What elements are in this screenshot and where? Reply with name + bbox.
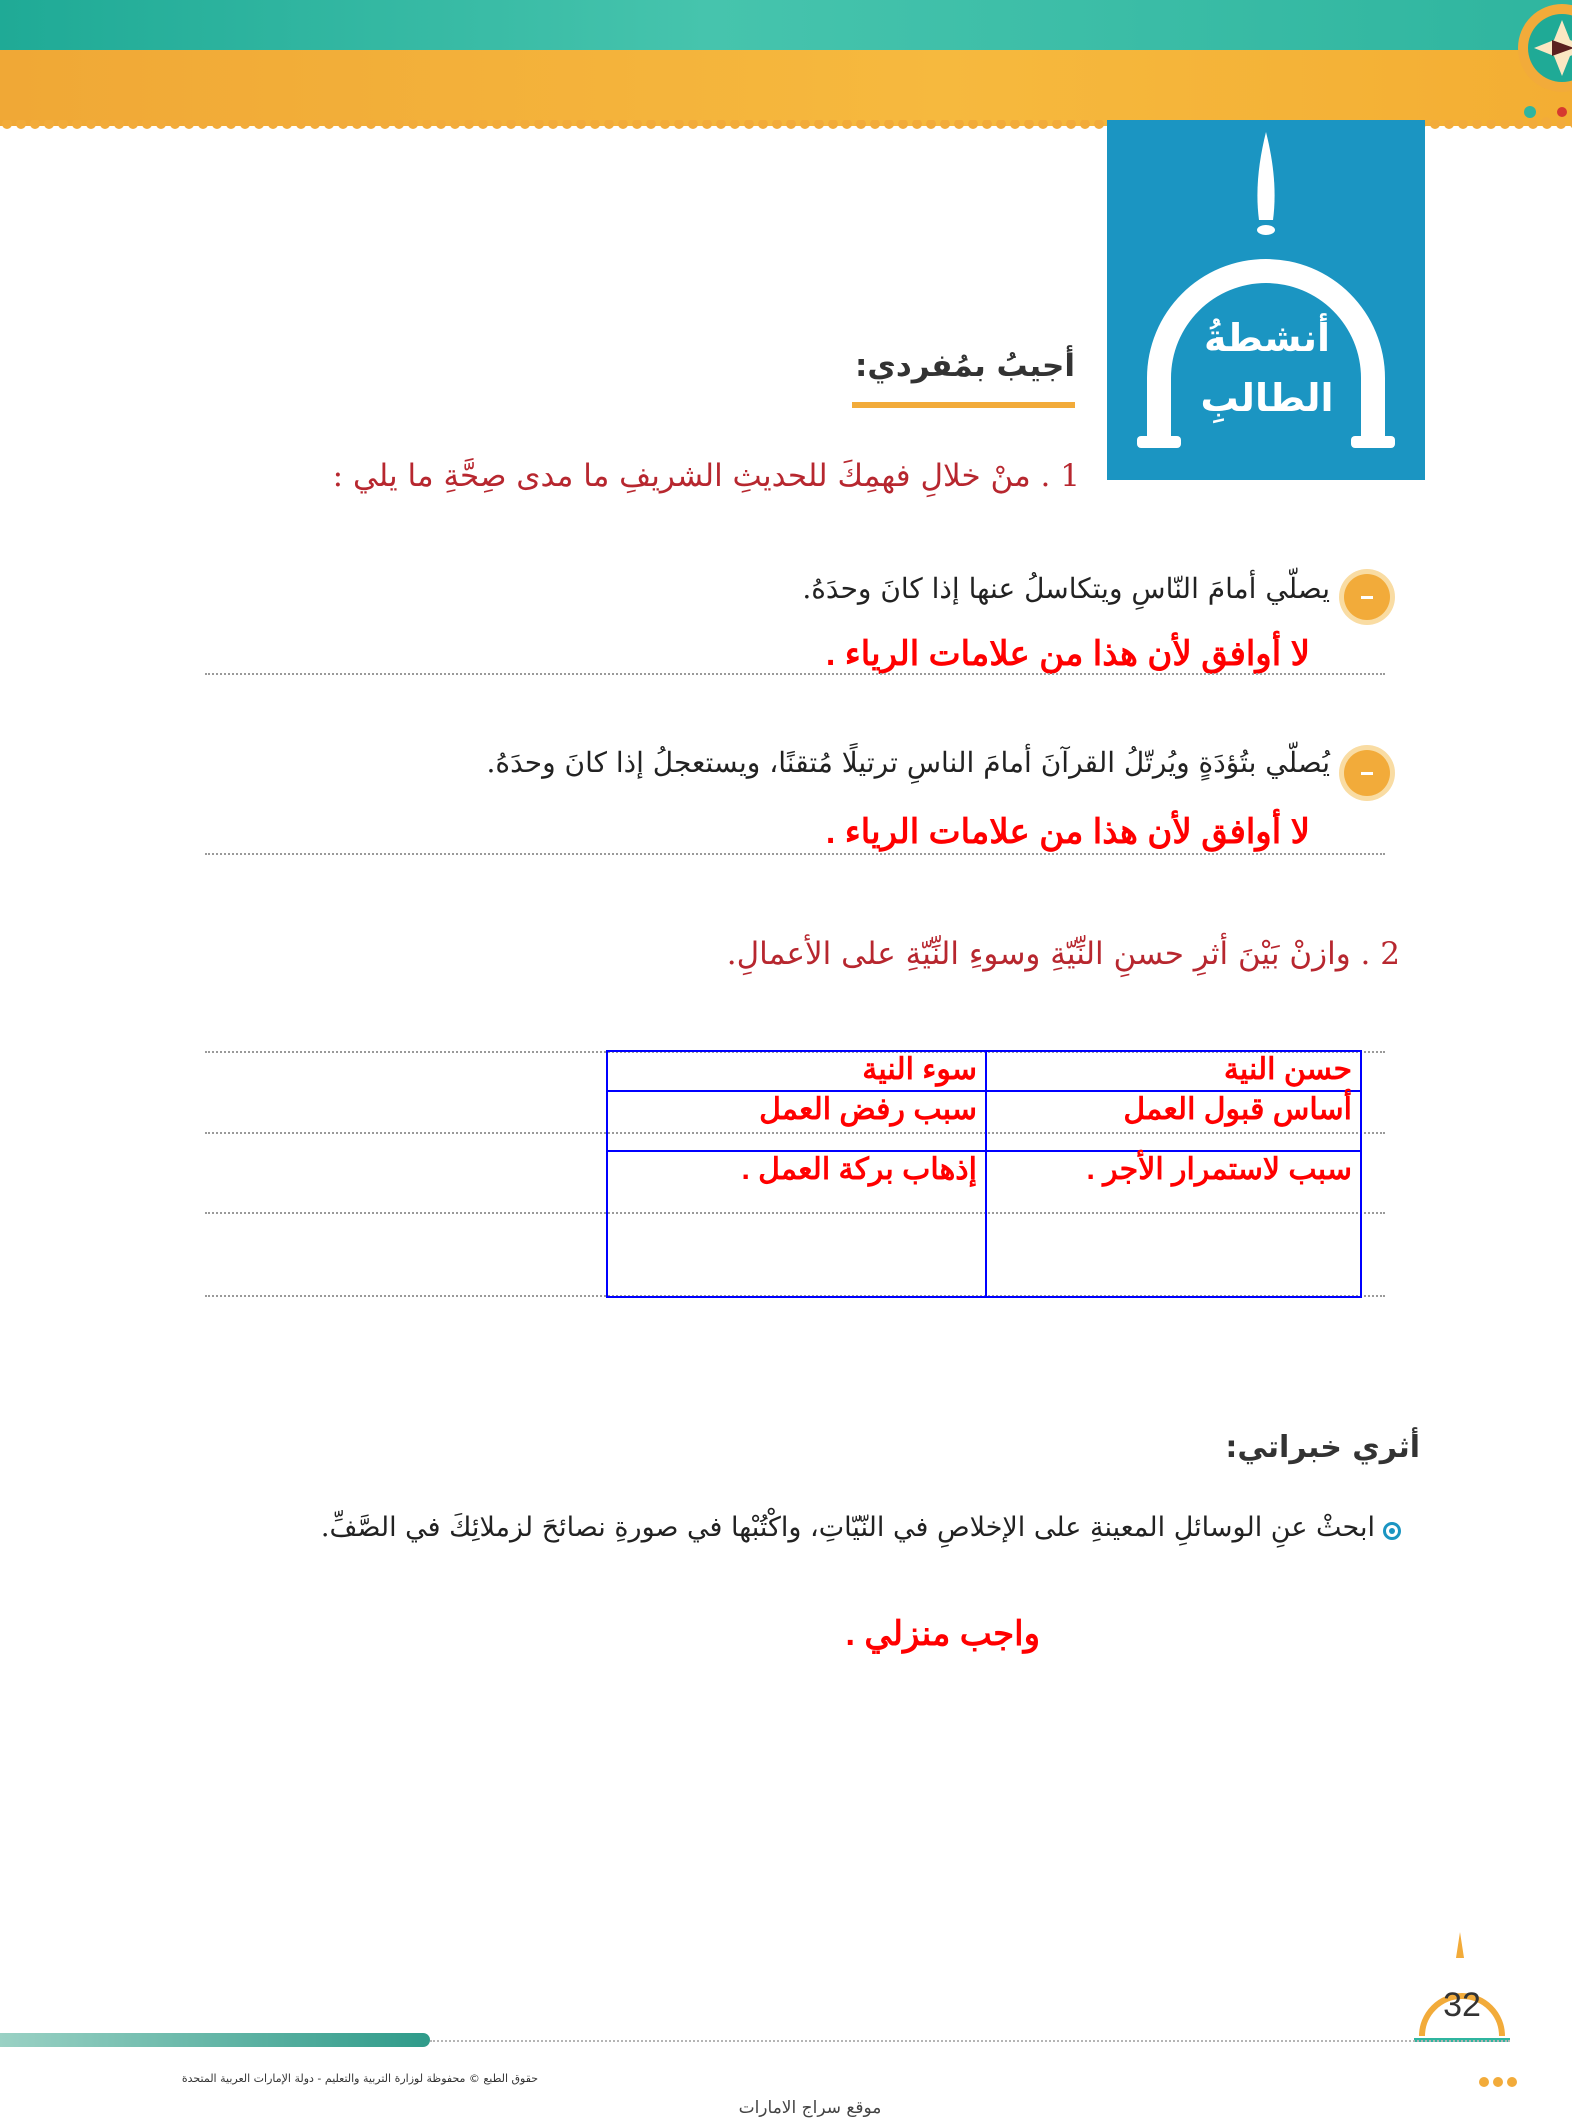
badge-title-line2: الطالبِ [1200, 376, 1334, 420]
section-heading-individual: أجيبُ بمُفردي: [855, 348, 1075, 384]
badge-title-line1: أنشطةُ [1203, 316, 1331, 360]
answer-line [205, 853, 1385, 855]
intention-comparison-table [606, 1050, 1362, 1298]
target-bullet-icon [1383, 1522, 1401, 1540]
student-activities-badge [1107, 120, 1425, 480]
table-row [607, 1151, 1361, 1297]
table-cell: إذهاب بركة العمل . [607, 1151, 986, 1297]
header-orange-band [0, 50, 1572, 126]
site-name: موقع سراج الامارات [738, 2098, 882, 2118]
geometric-ornament-icon [1490, 0, 1572, 140]
table-cell: سبب لاستمرار الأجر . [986, 1151, 1361, 1297]
table-header-good-intention: حسن النية [986, 1051, 1361, 1091]
question-2: 2 . وازنْ بَيْنَ أثرِ حسنِ النِّيّةِ وسوءِ النِّيّةِ على الأعمالِ. [726, 936, 1400, 972]
enrich-instruction: ابحثْ عنِ الوسائلِ المعينةِ على الإخلاصِ في النّيّاتِ، واكْتُبْها في صورةِ نصائحَ لزملائِكَ في الصَّفِّ. [320, 1512, 1375, 1543]
heading-underline [852, 402, 1075, 408]
statement-2: يُصلّي بتُؤدَةٍ ويُرتّلُ القرآنَ أمامَ الناسِ ترتيلًا مُتقنًا، ويستعجلُ إذا كانَ وحدَهُ. [486, 746, 1330, 779]
table-cell: أساس قبول العمل [986, 1091, 1361, 1151]
page-number: 32 [1443, 1986, 1481, 2024]
table-row [607, 1091, 1361, 1151]
answer-line [205, 673, 1385, 675]
bullet-icon [1344, 574, 1390, 620]
copyright-notice: حقوق الطبع © محفوظة لوزارة التربية والتعليم - دولة الإمارات العربية المتحدة [181, 2072, 539, 2085]
answer-2: لا أوافق لأن هذا من علامات الرياء . [825, 813, 1310, 851]
question-1: 1 . منْ خلالِ فهمِكَ للحديثِ الشريفِ ما مدى صِحَّةِ ما يلي : [332, 458, 1080, 494]
footer-bar [0, 2033, 430, 2047]
table-header-row [607, 1051, 1361, 1091]
bullet-icon [1344, 750, 1390, 796]
table-cell: سبب رفض العمل [607, 1091, 986, 1151]
answer-1: لا أوافق لأن هذا من علامات الرياء . [825, 635, 1310, 673]
section-heading-enrich: أثري خبراتي: [1225, 1430, 1420, 1465]
footer-divider [430, 2040, 1510, 2042]
table-header-bad-intention: سوء النية [607, 1051, 986, 1091]
statement-1: يصلّي أمامَ النّاسِ ويتكاسلُ عنها إذا كانَ وحدَهُ. [802, 572, 1330, 605]
header-teal-band [0, 0, 1572, 52]
enrich-answer: واجب منزلي . [845, 1615, 1040, 1653]
